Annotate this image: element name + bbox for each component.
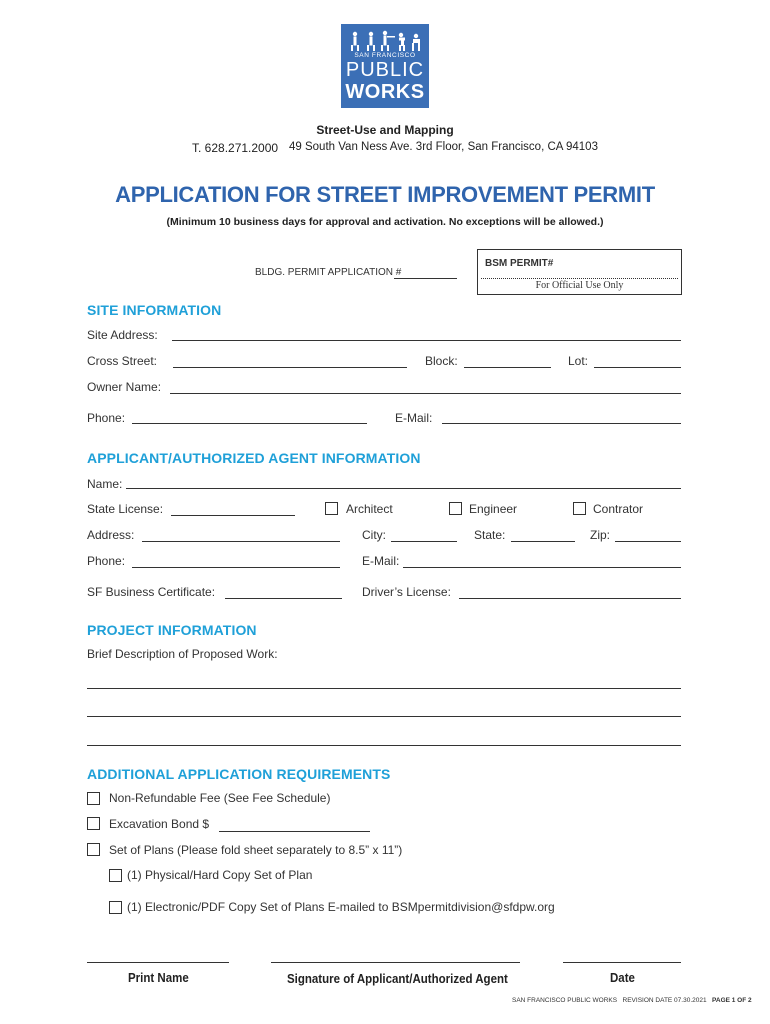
architect-label: Architect [346, 502, 393, 516]
bldg-permit-label: BLDG. PERMIT APPLICATION # [255, 267, 402, 278]
bond-label: Excavation Bond $ [109, 817, 210, 831]
fee-label: Non-Refundable Fee (See Fee Schedule) [109, 791, 331, 805]
site-address-label: Site Address: [87, 328, 158, 342]
applicant-email-label: E-Mail: [362, 554, 400, 568]
page-title: APPLICATION FOR STREET IMPROVEMENT PERMIT [115, 182, 655, 207]
footer-revision: REVISION DATE 07.30.2021 [622, 997, 707, 1004]
hard-copy-label: (1) Physical/Hard Copy Set of Plan [127, 868, 313, 882]
logo-line-2: PUBLIC [345, 59, 425, 81]
site-phone-label: Phone: [87, 411, 126, 425]
sf-business-cert-label: SF Business Certificate: [87, 585, 216, 599]
division-name: Street-Use and Mapping [316, 123, 454, 137]
applicant-phone-field[interactable] [132, 567, 340, 568]
site-info-heading: SITE INFORMATION [87, 302, 222, 318]
public-works-logo [341, 24, 429, 108]
date-label: Date [610, 971, 635, 985]
state-license-field[interactable] [171, 515, 295, 516]
block-field[interactable] [464, 367, 551, 368]
print-name-line[interactable] [87, 962, 229, 963]
site-phone-field[interactable] [132, 423, 367, 424]
workers-figures-icon [341, 30, 429, 52]
applicant-address-label: Address: [87, 528, 135, 542]
site-email-field[interactable] [442, 423, 681, 424]
contractor-checkbox[interactable] [573, 502, 586, 515]
contractor-label: Contrator [593, 502, 644, 516]
fee-checkbox[interactable] [87, 792, 100, 805]
applicant-info-heading: APPLICANT/AUTHORIZED AGENT INFORMATION [87, 450, 421, 466]
description-line-1[interactable] [87, 688, 681, 689]
architect-checkbox[interactable] [325, 502, 338, 515]
project-description-label: Brief Description of Proposed Work: [87, 647, 278, 661]
official-use-note: For Official Use Only [535, 280, 624, 291]
signature-label: Signature of Applicant/Authorized Agent [287, 972, 508, 986]
additional-reqs-heading: ADDITIONAL APPLICATION REQUIREMENTS [87, 766, 391, 782]
bond-checkbox[interactable] [87, 817, 100, 830]
block-label: Block: [425, 354, 458, 368]
site-address-field[interactable] [172, 340, 681, 341]
date-line[interactable] [563, 962, 681, 963]
electronic-copy-checkbox[interactable] [109, 901, 122, 914]
zip-label: Zip: [590, 528, 611, 542]
footer-org: SAN FRANCISCO PUBLIC WORKS [512, 997, 618, 1004]
print-name-label: Print Name [128, 971, 189, 985]
plans-label: Set of Plans (Please fold sheet separately to 8.5” x 11”) [109, 843, 403, 857]
engineer-checkbox[interactable] [449, 502, 462, 515]
cross-street-label: Cross Street: [87, 354, 158, 368]
drivers-license-label: Driver’s License: [362, 585, 451, 599]
signature-line[interactable] [271, 962, 520, 963]
drivers-license-field[interactable] [459, 598, 681, 599]
logo-line-3: WORKS [345, 81, 425, 103]
sf-business-cert-field[interactable] [225, 598, 342, 599]
owner-name-field[interactable] [170, 393, 681, 394]
zip-field[interactable] [615, 541, 681, 542]
page-subtitle: (Minimum 10 business days for approval and activation. No exceptions will be allowed.) [166, 216, 604, 228]
city-label: City: [362, 528, 386, 542]
city-field[interactable] [391, 541, 457, 542]
bond-amount-field[interactable] [219, 831, 370, 832]
owner-name-label: Owner Name: [87, 380, 162, 394]
applicant-phone-label: Phone: [87, 554, 126, 568]
applicant-name-label: Name: [87, 477, 123, 491]
bsm-permit-label: BSM PERMIT# [485, 258, 554, 269]
applicant-address-field[interactable] [142, 541, 340, 542]
project-info-heading: PROJECT INFORMATION [87, 622, 257, 638]
hard-copy-checkbox[interactable] [109, 869, 122, 882]
site-email-label: E-Mail: [395, 411, 433, 425]
state-label: State: [474, 528, 506, 542]
state-license-label: State License: [87, 502, 164, 516]
header-phone: T. 628.271.2000 [192, 141, 279, 155]
electronic-copy-label: (1) Electronic/PDF Copy Set of Plans E-mailed to BSMpermitdivision@sfdpw.org [127, 900, 555, 914]
lot-label: Lot: [568, 354, 589, 368]
description-line-2[interactable] [87, 716, 681, 717]
cross-street-field[interactable] [173, 367, 407, 368]
applicant-email-field[interactable] [403, 567, 681, 568]
bsm-permit-divider [481, 278, 678, 279]
bldg-permit-field[interactable] [394, 278, 457, 279]
footer [512, 997, 752, 1004]
state-field[interactable] [511, 541, 575, 542]
lot-field[interactable] [594, 367, 681, 368]
footer-page: PAGE 1 OF 2 [712, 997, 752, 1004]
logo-line-1: SAN FRANCISCO [354, 52, 416, 59]
bsm-permit-box [477, 249, 682, 295]
description-line-3[interactable] [87, 745, 681, 746]
engineer-label: Engineer [469, 502, 518, 516]
applicant-name-field[interactable] [126, 488, 681, 489]
header-address: 49 South Van Ness Ave. 3rd Floor, San Francisco, CA 94103 [289, 141, 598, 153]
plans-checkbox[interactable] [87, 843, 100, 856]
